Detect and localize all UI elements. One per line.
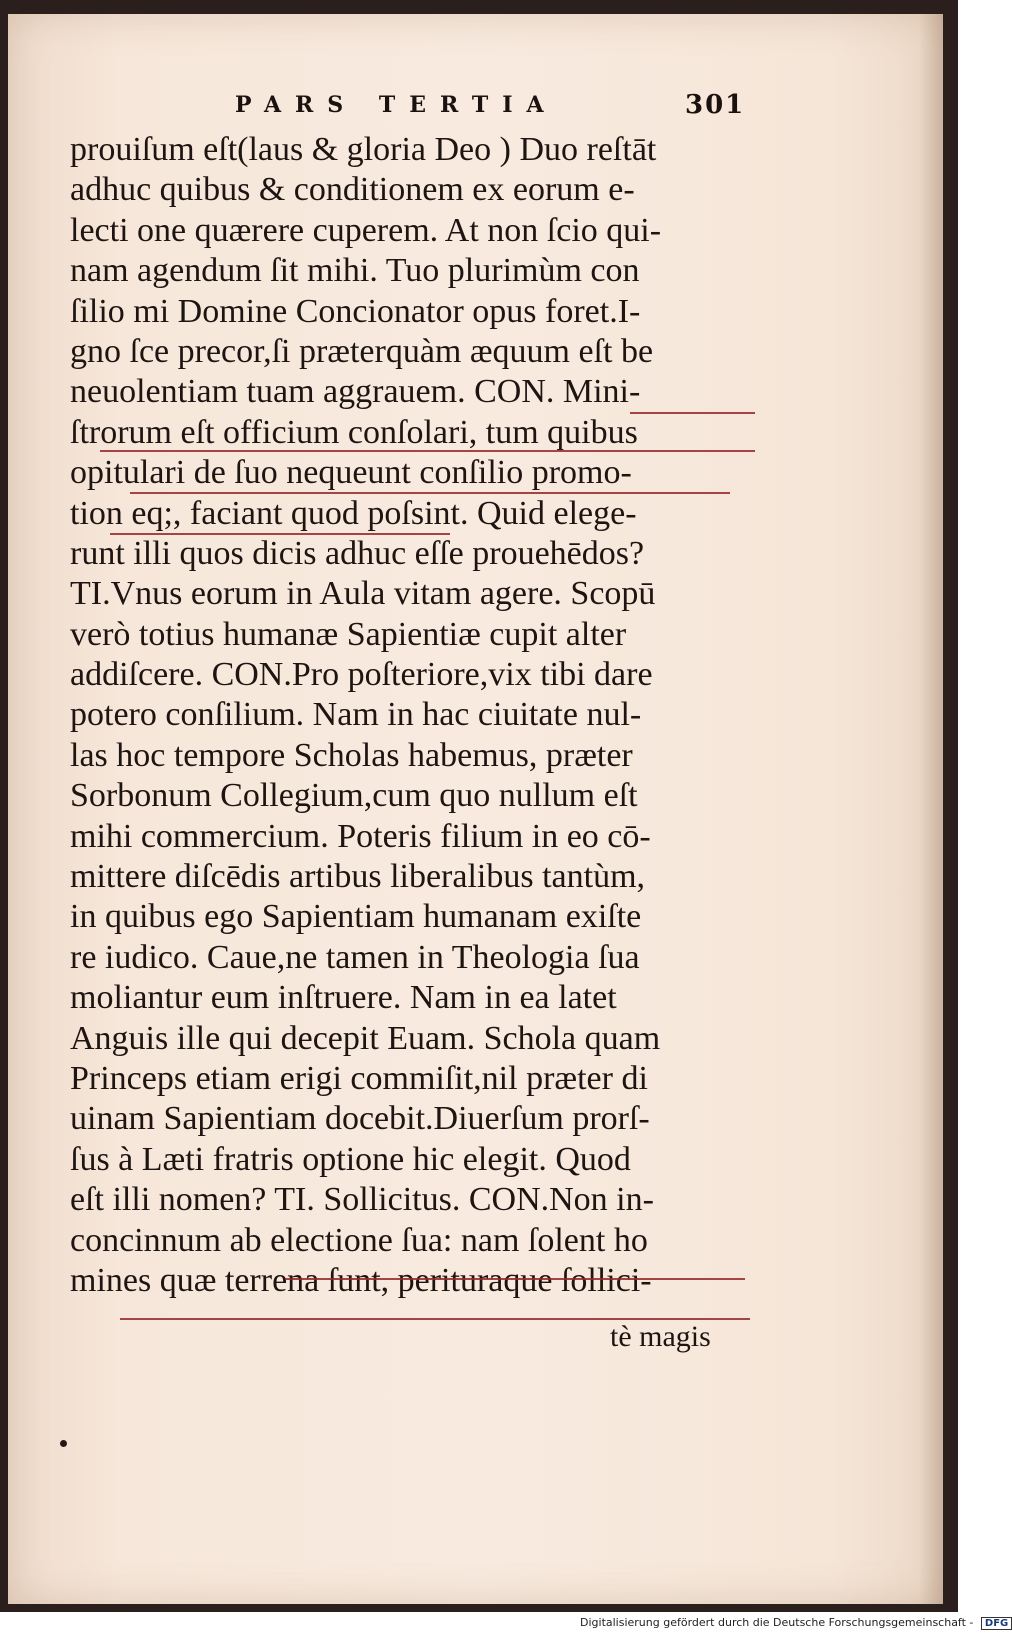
text-line: Princeps etiam erigi commiſit,nil præter di [70,1059,648,1097]
dfg-logo: DFG [981,1617,1012,1630]
text-line: moliantur eum inſtruere. Nam in ea latet [70,979,617,1017]
catchword: tè magis [610,1320,711,1353]
text-line: gno ſce precor,ſi præterquàm æquum eſt be [70,332,654,370]
text-line: mihi commercium. Poteris filium in eo cō- [70,817,651,855]
text-line: potero conſilium. Nam in hac ciuitate nul- [70,696,642,734]
text-line: uinam Sapientiam docebit.Diuerſum prorſ- [70,1100,650,1138]
text-line: ſtrorum eſt officium conſolari, tum quibus [70,413,638,451]
text-line: verò totius humanæ Sapientiæ cupit alter [70,615,627,653]
body-text [70,130,770,1301]
handwritten-underline [130,492,730,494]
text-line: prouiſum eſt(laus & gloria Deo ) Duo reſtāt [70,131,657,168]
text-line: mittere diſcēdis artibus liberalibus tantùm, [70,858,646,896]
credit-text: Digitalisierung gefördert durch die Deutsche Forschungsgemeinschaft - [580,1616,974,1629]
text-line: las hoc tempore Scholas habemus, præter [70,736,633,774]
digitization-credit [580,1616,1012,1630]
page-spine-shadow [919,14,943,1604]
handwritten-underline [100,450,755,452]
text-line: Anguis ille qui decepit Euam. Schola quam [70,1019,661,1057]
text-line: ſus à Læti fratris optione hic elegit. Quod [70,1140,631,1178]
ink-dot [60,1440,67,1447]
text-line: tion eq;, faciant quod poſsint. Quid elege- [70,494,637,532]
text-line: concinnum ab electione ſua: nam ſolent ho [70,1221,648,1259]
text-line: mines quæ terrena ſunt, perituraque ſollici- [70,1261,652,1299]
text-line: Sorbonum Collegium,cum quo nullum eſt [70,777,638,815]
running-title: PARS TERTIA [235,92,558,118]
text-line: neuolentiam tuam aggrauem. CON. Mini- [70,373,641,411]
page-number: 301 [685,90,746,120]
text-line: addiſcere. CON.Pro poſteriore,vix tibi dare [70,656,653,694]
text-line: TI.Vnus eorum in Aula vitam agere. Scopū [70,575,656,613]
text-line: adhuc quibus & conditionem ex eorum e- [70,171,635,209]
text-line: opitulari de ſuo nequeunt conſilio promo- [70,454,632,492]
handwritten-underline [630,412,755,414]
text-line: re iudico. Caue,ne tamen in Theologia ſua [70,938,640,976]
text-line: nam agendum ſit mihi. Tuo plurimùm con [70,252,640,290]
text-line: in quibus ego Sapientiam humanam exiſte [70,898,642,936]
text-line: lecti one quærere cuperem. At non ſcio qui- [70,211,662,249]
handwritten-underline [110,533,450,535]
text-line: ſilio mi Domine Concionator opus foret.I- [70,292,641,330]
text-line: runt illi quos dicis adhuc eſſe prouehēdos? [70,534,645,572]
handwritten-underline [285,1278,745,1280]
text-line: eſt illi nomen? TI. Sollicitus. CON.Non in- [70,1181,654,1219]
